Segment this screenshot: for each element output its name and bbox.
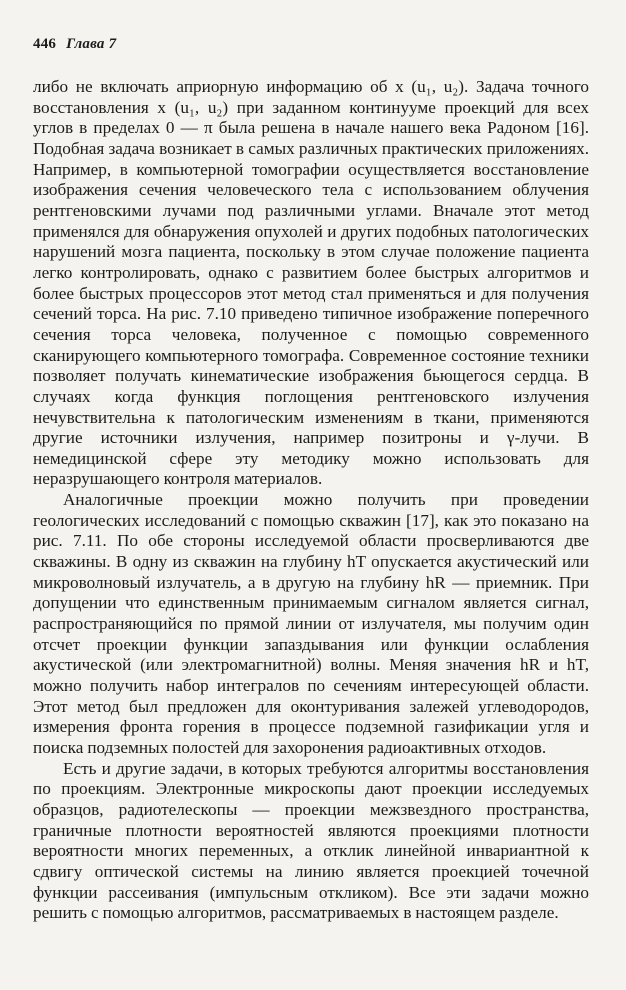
paragraph: либо не включать априорную информацию об x (u₁, u₂). Задача точного восстановления x (u₁, u₂) при заданном континууме проекций для всех углов в пределах 0 — π была решена в начале нашего века Радоном [16]. Подобная задача возникает в самых различных практических приложениях. Например, в компьютерной томографии осуществляется восстановление изображения сечения человеческого тела с использованием облучения рентгеновскими лучами под различными углами. Вначале этот метод применялся для обнаружения опухолей и других подобных патологических нарушений мозга пациента, поскольку в этом случае положение пациента легко контролировать, однако с развитием более быстрых алгоритмов и более быстрых процессоров этот метод стал применяться и для получения сечений торса. На рис. 7.10 приведено типичное изображение поперечного сечения торса человека, полученное с помощью современного сканирующего компьютерного томографа. Современное состояние техники позволяет получать кинематические изображения бьющегося сердца. В случаях когда функция поглощения рентгеновского излучения нечувствительна к патологическим изменениям в ткани, применяются другие источники излучения, например позитроны и γ-лучи. В немедицинской сфере эту методику можно использовать для неразрушающего контроля материалов. <box>33 77 589 489</box>
running-header <box>33 36 116 53</box>
body-text <box>33 77 589 924</box>
page-number: 446 <box>33 36 57 52</box>
paragraph: Есть и другие задачи, в которых требуются алгоритмы восстановления по проекциям. Электронные микроскопы дают проекции исследуемых образцов, радиотелескопы — проекции межзвездного пространства, граничные плотности вероятностей являются проекциями плотности вероятности многих переменных, а отклик линейной инвариантной к сдвигу оптической системы на линию является проекцией точечной функции рассеивания (импульсным откликом). Все эти задачи можно решить с помощью алгоритмов, рассматриваемых в настоящем разделе. <box>33 758 589 923</box>
chapter-title: Глава 7 <box>66 36 117 52</box>
paragraph: Аналогичные проекции можно получить при проведении геологических исследований с помощью скважин [17], как это показано на рис. 7.11. По обе стороны исследуемой области просверливаются две скважины. В одну из скважин на глубину hT опускается акустический или микроволновый излучатель, а в другую на глубину hR — приемник. При допущении что единственным принимаемым сигналом является сигнал, распространяющийся по прямой линии от излучателя, мы получим один отсчет проекции функции запаздывания или функции ослабления акустической (или электромагнитной) волны. Меняя значения hR и hT, можно получить набор интегралов по сечениям интересующей области. Этот метод был предложен для оконтуривания залежей углеводородов, измерения фронта горения в процессе подземной газификации угля и поиска подземных полостей для захоронения радиоактивных отходов. <box>33 490 589 757</box>
